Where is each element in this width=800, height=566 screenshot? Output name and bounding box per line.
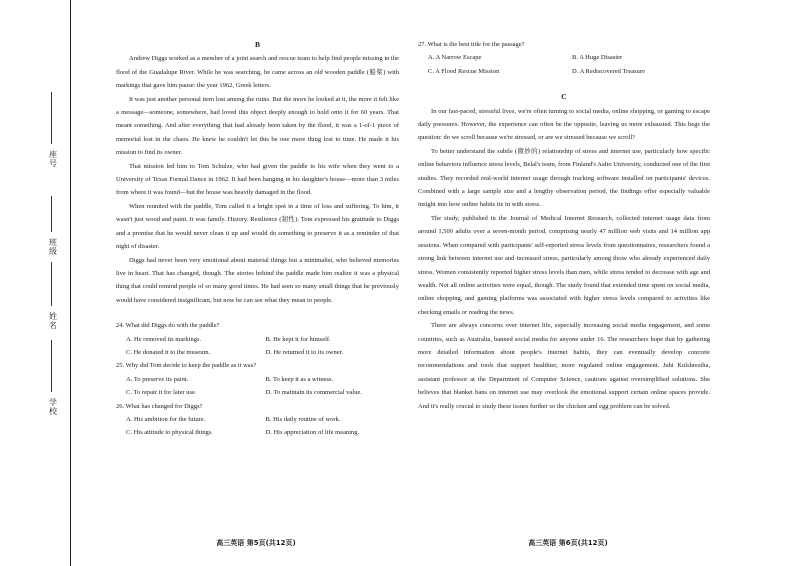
option: A. To preserve its paint. <box>126 375 189 383</box>
passage-c-paragraph: To better understand the subtle (微妙的) relationship of stress and internet use, particularly how specific online behaviors influence stress levels, Belal's team, from Finland's Aalto University, conducted one of the first studies. They recorded real-world internet usage through tracking software installed on participants' devices. Combined with a large sample size and a lengthy observation period, the findings offer especially valuable insight into how online habits tie in with stress. <box>418 147 710 209</box>
right-column <box>418 38 710 413</box>
passage-b-paragraph: Andrew Diggs worked as a member of a joint search and rescue team to help find people missing in the flood of the Guadalupe River. While he was searching, he came across an old wooden paddle (船桨) with markings that gave him pause: the year 1962, Greek letters. <box>116 55 399 90</box>
question-stem: 26. What has changed for Diggs? <box>116 402 203 410</box>
binding-line <box>70 0 71 566</box>
passage-c-paragraph: There are always concerns over internet life, especially increasing social media engagement, and some countries, such as Australia, banned social media for anyone under 16. The researchers hope that by gathering more detailed information about people's internet habits, they can eventually develop concrete recommendations and tools that support healthier, more regulated online engagement. Juhi Kulshrestha, assistant professor at the Department of Computer Science, cautions against oversimplified solutions. She believes that blanket bans on internet use may overlook the emotional support certain online spaces provide. And it's really crucial to study these issues further so the chicken and egg problem can be solved. <box>418 322 710 410</box>
school-rule <box>51 340 52 392</box>
option: D. A Rediscovered Treasure <box>572 67 645 75</box>
class-rule <box>51 196 52 232</box>
field-class: 班级 <box>49 238 57 256</box>
option: C. His attitude to physical things. <box>126 429 213 437</box>
option: B. To keep it as a witness. <box>265 375 334 383</box>
option: C. He donated it to the museum. <box>126 348 211 356</box>
option: D. His appreciation of life meaning. <box>265 429 360 437</box>
option: B. He kept it for himself. <box>265 335 331 343</box>
page-footer-5: 高三英语 第5页(共12页) <box>216 539 296 547</box>
passage-b-paragraph: That mission led him to Tom Schulze, who had given the paddle to his wife when they went to a University of Texas Formal Dance in 1962. It had been hanging in his daughter's house—more than 3 miles from where it was found—but the house was heavily damaged in the flood. <box>116 162 399 197</box>
section-c-heading: C <box>561 92 567 102</box>
seat-number-rule <box>51 92 52 144</box>
left-column <box>116 38 399 440</box>
field-seat-number: 座号 <box>49 150 57 168</box>
option: A. He removed its markings. <box>126 335 202 343</box>
binding-margin <box>0 0 70 566</box>
name-rule <box>51 262 52 306</box>
question-stem: 27. What is the best title for the passage? <box>418 41 525 48</box>
question-stem: 25. Why did Tom decide to keep the paddle as it was? <box>116 362 257 370</box>
page-footer-6: 高三英语 第6页(共12页) <box>528 539 608 547</box>
question-options <box>418 51 710 78</box>
option: A. His ambition for the future. <box>126 415 206 423</box>
option: B. A Huge Disaster <box>572 54 623 62</box>
question-25 <box>116 359 399 399</box>
field-school: 学校 <box>49 398 57 416</box>
option: D. To maintain its commercial value. <box>265 389 362 397</box>
question-27 <box>418 38 710 78</box>
field-name: 姓名 <box>49 312 57 330</box>
question-26 <box>116 400 399 440</box>
option: D. He returned it to its owner. <box>265 348 344 356</box>
question-options <box>116 373 399 400</box>
passage-b-paragraph: It was just another personal item lost among the ruins. But the more he looked at it, the more it felt like a message—someone, somewhere, had loved this object deeply enough to hold onto it for 60 years. That meant something. And after everything that had already been taken by the flood, it was a 1-of-1 piece of memorial lost in the chaos. He knew he couldn't let this be one more thing lost to time. He made it his mission to find its owner. <box>116 95 399 157</box>
passage-c-paragraph: In our fast-paced, stressful lives, we're often turning to social media, online shopping, or gaming to escape daily pressures. However, the experience can often be the opposite, leaving us more exhausted. This begs the question: do we scroll because we're stressed, or are we stressed because we scroll? <box>418 107 710 142</box>
section-b-heading: B <box>254 40 260 49</box>
passage-c-paragraph: The study, published in the Journal of Medical Internet Research, collected internet usage data from around 1,500 adults over a seven-month period, comprising nearly 47 million web visits and 14 million app sessions. When compared with participants' self-reported stress levels from questionnaires, researchers found a strong link between internet use and increased stress, particularly among those who already experienced daily stress. Women consistently reported higher stress levels than men, while stress tended to decrease with age and wealth. Not all online activities were equal, though. The study found that extended time spent on social media, online shopping, and gaming platforms was associated with higher stress levels compared to activities like checking emails or reading the news. <box>418 214 710 316</box>
option: B. His daily routine of work. <box>265 415 341 423</box>
option: A. A Narrow Escape <box>428 54 482 62</box>
option: C. A Flood Rescue Mission <box>428 67 500 75</box>
question-options <box>116 413 399 440</box>
option: C. To repair it for later use. <box>126 389 197 397</box>
question-stem: 24. What did Diggs do with the paddle? <box>116 322 220 330</box>
question-options <box>116 333 399 360</box>
passage-b-paragraph: Diggs had never been very emotional about material things but a minimalist, who believed memories live in heart. That has changed, though. The stories behind the paddle made him realize it was a physical thing that could remind people of so many good times. He had seen so many small things that he previously would have considered insignificant, but now he can see what they mean to people. <box>116 256 399 304</box>
passage-b-paragraph: When reunited with the paddle, Tom called it a bright spot in a time of loss and suffering. To him, it wasn't just wood and paint. It was family. History. Resilience (韧性). Tom expressed his gratitude to Diggs and a promise that he would never clean it up and would do something to preserve it as a reminder of that night of disaster. <box>116 202 399 251</box>
question-24 <box>116 319 399 359</box>
